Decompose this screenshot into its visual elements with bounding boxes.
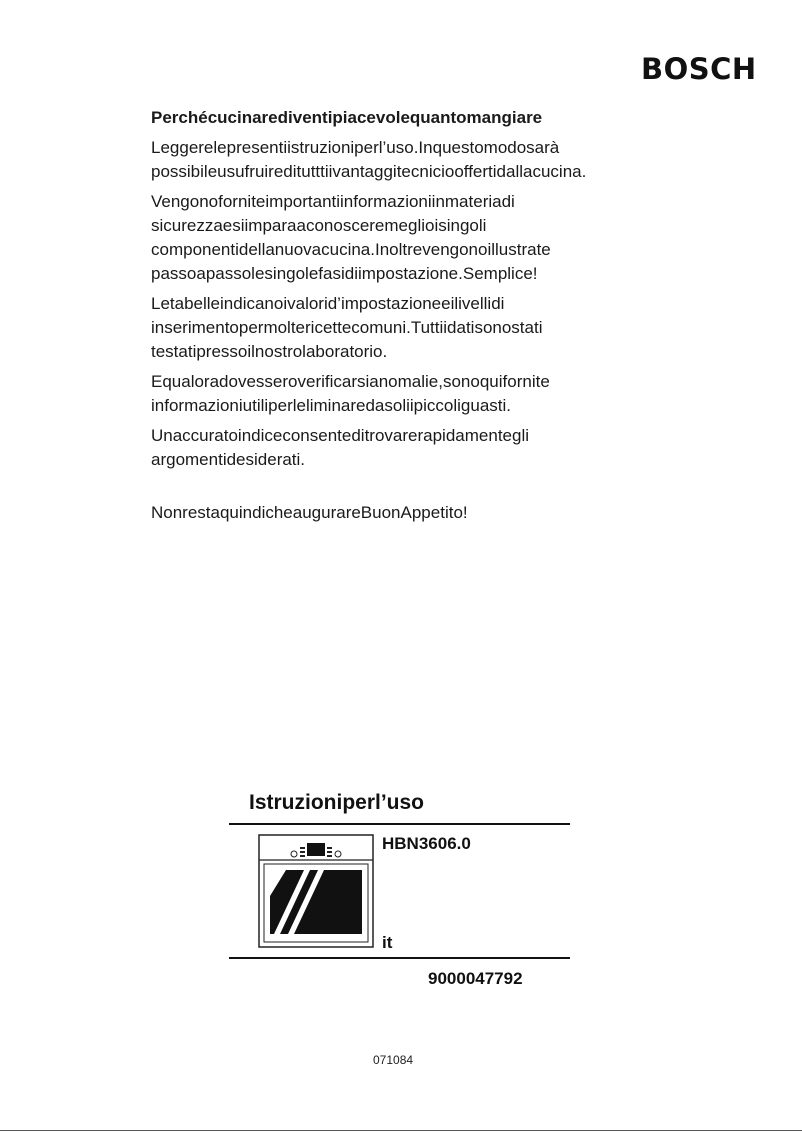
intro-paragraph-4: Equaloradovesseroverificarsianomalie,sonoquifornite informazioniutiliperleliminaredasoliipiccoliguasti. [151, 372, 550, 415]
page-edge [0, 1130, 802, 1131]
divider-bottom [229, 957, 570, 959]
footer-code: 071084 [373, 1053, 414, 1067]
bosch-logo: BOSCH [641, 52, 757, 86]
intro-paragraph-1: Leggerelepresentiistruzioniperl’uso.Inquestomodosarà possibileusufruireditutttiivantaggitecniciooffertidallacucina. [151, 138, 587, 181]
intro-heading: Perchécucinarediventipiacevolequantomangiare [151, 108, 543, 127]
intro-text [151, 106, 621, 531]
model-number: HBN3606.0 [382, 834, 471, 853]
intro-closing: NonrestaquindicheaugurareBuonAppetito! [151, 503, 468, 522]
oven-illustration-icon [258, 834, 374, 948]
divider-top [229, 823, 570, 825]
intro-paragraph-5: Unaccuratoindiceconsenteditrovarerapidamentegli argomentidesiderati. [151, 426, 530, 469]
intro-paragraph-3: Letabelleindicanoivalorid’impostazioneeilivellidi inserimentopermoltericettecomuni.Tuttiidatisonostati testatipressoilnostrolaboratorio. [151, 294, 543, 361]
intro-paragraph-2: Vengonoforniteimportantiinformazioniinmateriadi sicurezzaesiimparaaconosceremeglioisingoli componentidellanuovacucina.Inoltrevengonoillustrate passoapassolesingolefasidiimpostazione.Semplice! [151, 192, 551, 283]
document-number: 9000047792 [428, 969, 523, 988]
manual-title: Istruzioniperl’uso [249, 791, 425, 814]
language-code: it [382, 933, 393, 952]
